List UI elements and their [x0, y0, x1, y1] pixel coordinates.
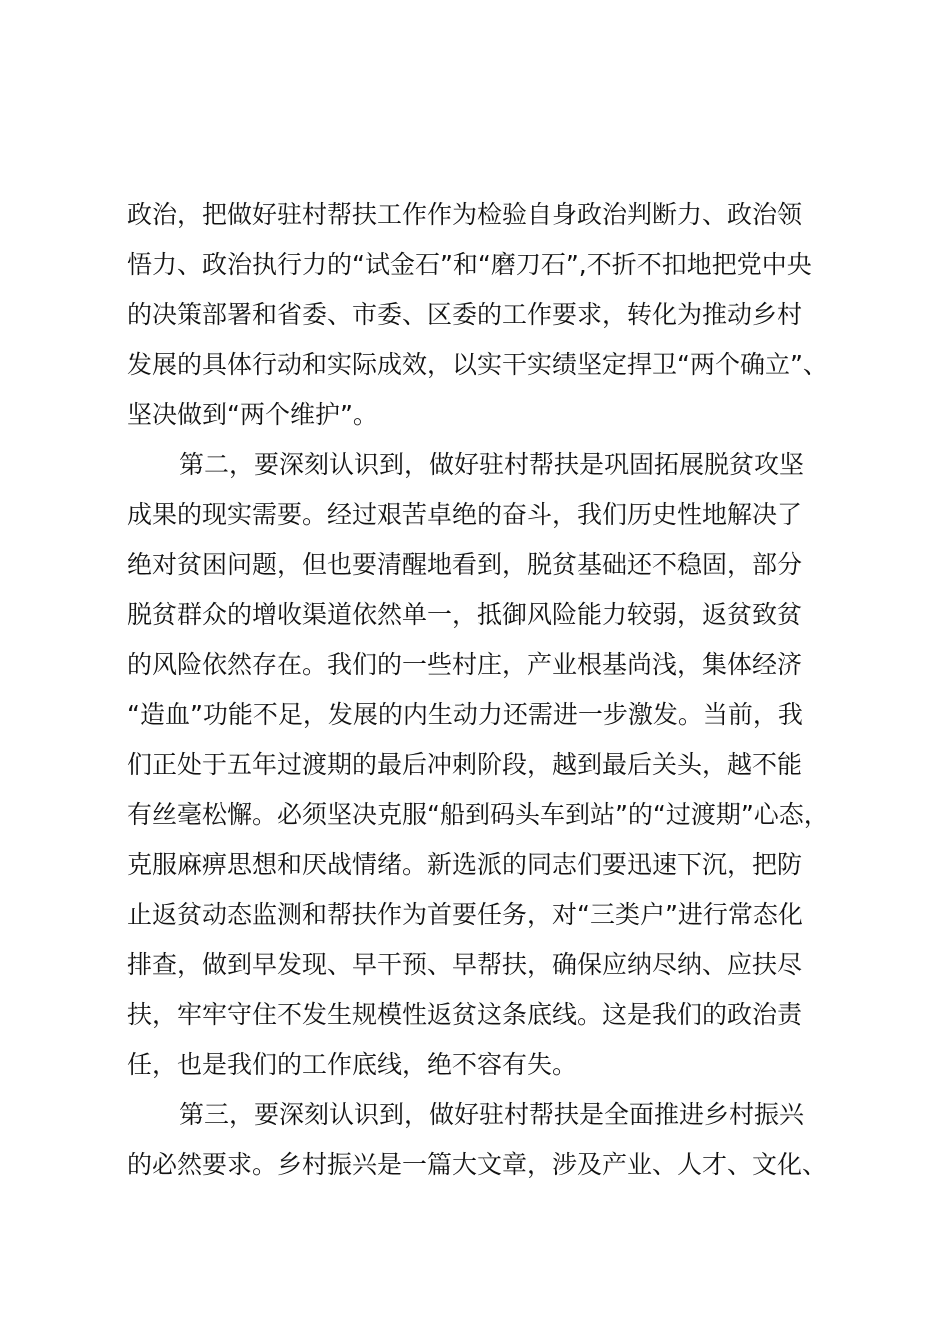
text-line: 绝对贫困问题，但也要清醒地看到，脱贫基础还不稳固，部分: [127, 550, 803, 579]
text-line: 有丝毫松懈。必须坚决克服“船到码头车到站”的“过渡期”心态，: [127, 800, 829, 829]
paragraph-third: [127, 1090, 829, 1190]
text-line: 脱贫群众的增收渠道依然单一，抵御风险能力较弱，返贫致贫: [127, 600, 803, 629]
text-line: 们正处于五年过渡期的最后冲刺阶段，越到最后关头，越不能: [127, 750, 803, 779]
text-line: 的风险依然存在。我们的一些村庄，产业根基尚浅，集体经济: [127, 650, 803, 679]
text-line: 发展的具体行动和实际成效，以实干实绩坚定捍卫“两个确立”、: [127, 350, 828, 379]
text-line: 悟力、政治执行力的“试金石”和“磨刀石”,不折不扣地把党中央: [127, 250, 812, 279]
text-line: 坚决做到“两个维护”。: [127, 400, 378, 429]
text-line: 任，也是我们的工作底线，绝不容有失。: [127, 1050, 578, 1079]
text-line: 的决策部署和省委、市委、区委的工作要求，转化为推动乡村: [127, 300, 803, 329]
paragraph-second: [127, 440, 829, 1090]
text-line: 排查，做到早发现、早干预、早帮扶，确保应纳尽纳、应扶尽: [127, 950, 803, 979]
text-line: 止返贫动态监测和帮扶作为首要任务，对“三类户”进行常态化: [127, 900, 803, 929]
text-line: 成果的现实需要。经过艰苦卓绝的奋斗，我们历史性地解决了: [127, 500, 803, 529]
paragraph-continuation: [127, 190, 829, 440]
text-line: 政治，把做好驻村帮扶工作作为检验自身政治判断力、政治领: [127, 200, 803, 229]
document-body: [127, 190, 829, 1190]
text-line-first-indented: 第三，要深刻认识到，做好驻村帮扶是全面推进乡村振兴: [179, 1100, 805, 1129]
text-line-first-indented: 第二，要深刻认识到，做好驻村帮扶是巩固拓展脱贫攻坚: [179, 450, 805, 479]
text-line: 克服麻痹思想和厌战情绪。新选派的同志们要迅速下沉，把防: [127, 850, 803, 879]
text-line: 的必然要求。乡村振兴是一篇大文章，涉及产业、人才、文化、: [127, 1150, 828, 1179]
text-line: 扶，牢牢守住不发生规模性返贫这条底线。这是我们的政治责: [127, 1000, 803, 1029]
text-line: “造血”功能不足，发展的内生动力还需进一步激发。当前，我: [127, 700, 803, 729]
